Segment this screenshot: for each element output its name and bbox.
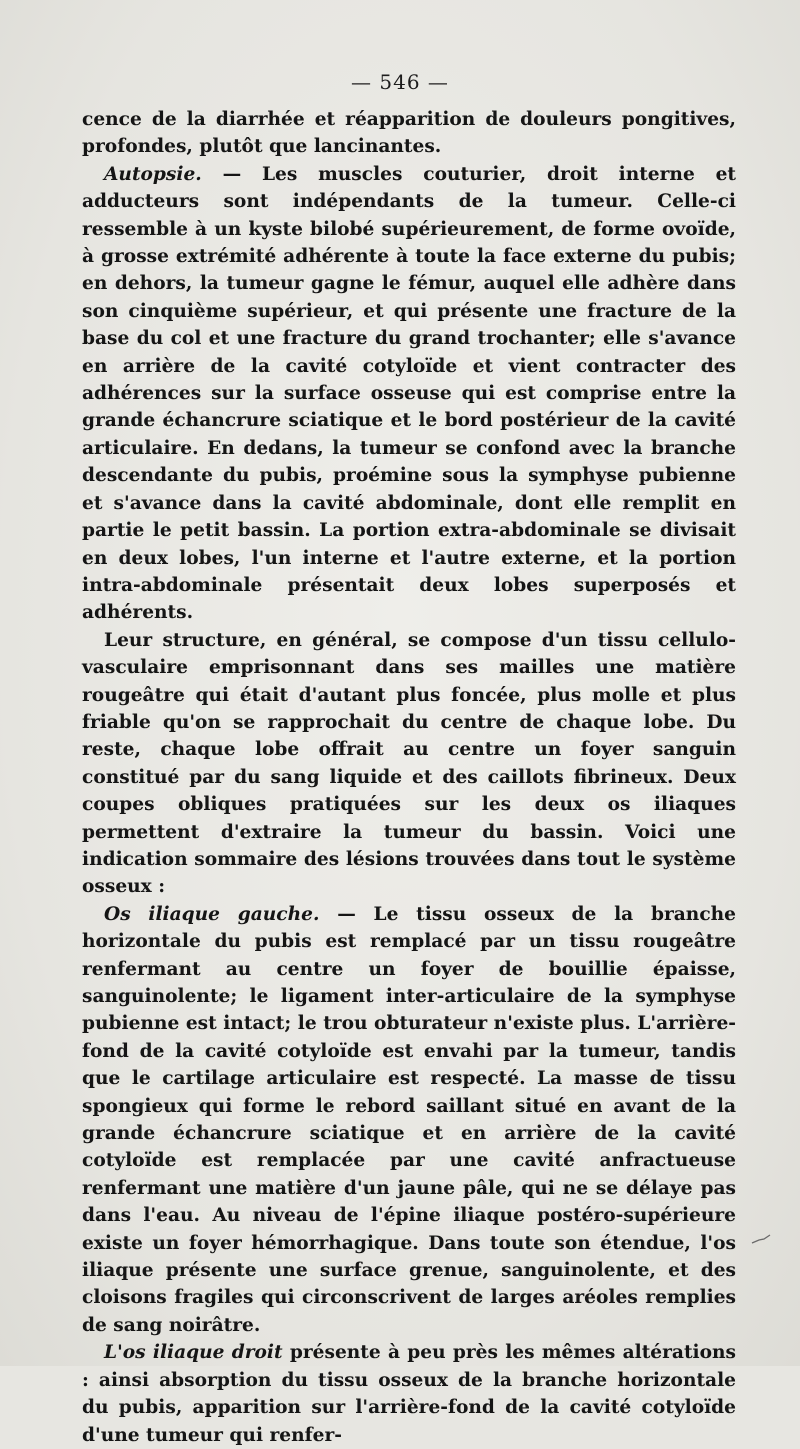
speck-icon: [750, 1232, 772, 1246]
paragraph-os-iliaque-droit: [82, 1339, 736, 1449]
paragraph-heading: L'os iliaque droit: [104, 1342, 283, 1364]
paragraph-text: — Les muscles couturier, droit interne et adducteurs sont indépendants de la tumeur. Celle-ci ressemble à un kyste bilobé supérieurement, de forme ovoïde, à grosse extrémité adhérente à toute la face externe du pubis; en dehors, la tumeur gagne le fémur, auquel elle adhère dans son cinquième supérieur, et qui présente une fracture de la base du col et une fracture du grand trochanter; elle s'avance en arrière de la cavité cotyloïde et vient contracter des adhérences sur la surface osseuse qui est comprise entre la grande échancrure sciatique et le bord postérieur de la cavité articulaire. En dedans, la tumeur se confond avec la branche descendante du pubis, proémine sous la symphyse pubienne et s'avance dans la cavité abdominale, dont elle remplit en partie le petit bassin. La portion extra-abdominale se divisait en deux lobes, l'un interne et l'autre externe, et la portion intra-abdominale présentait deux lobes superposés et adhérents.: [82, 163, 736, 624]
paragraph-structure: [82, 627, 736, 901]
paragraph-text: cence de la diarrhée et réapparition de douleurs pongitives, profondes, plutôt que lancinantes.: [82, 109, 736, 158]
paragraph-text: Leur structure, en général, se compose d'un tissu cellulo-vasculaire emprisonnant dans ses mailles une matière rougeâtre qui était d'autant plus foncée, plus molle et plus friable qu'on se rapprochait du centre de chaque lobe. Du reste, chaque lobe offrait au centre un foyer sanguin constitué par du sang liquide et des caillots fibrineux. Deux coupes obliques pratiquées sur les deux os iliaques permettent d'extraire la tumeur du bassin. Voici une indication sommaire des lésions trouvées dans tout le système osseux :: [82, 629, 736, 898]
paragraph-text: — Le tissu osseux de la branche horizontale du pubis est remplacé par un tissu rougeâtre renfermant au centre un foyer de bouillie épaisse, sanguinolente; le ligament inter-articulaire de la symphyse pubienne est intact; le trou obturateur n'existe plus. L'arrière-fond de la cavité cotyloïde est envahi par la tumeur, tandis que le cartilage articulaire est respecté. La masse de tissu spongieux qui forme le rebord saillant situé en avant de la grande échancrure sciatique et en arrière de la cavité cotyloïde est remplacée par une cavité anfractueuse renfermant une matière d'un jaune pâle, qui ne se délaye pas dans l'eau. Au niveau de l'épine iliaque postéro-supérieure existe un foyer hémorrhagique. Dans toute son étendue, l'os iliaque présente une surface grenue, sanguinolente, et des cloisons fragiles qui circonscrivent de larges aréoles remplies de sang noirâtre.: [82, 903, 736, 1336]
paragraph-autopsie: [82, 161, 736, 627]
paragraph-text: présente à peu près les mêmes altérations : ainsi absorption du tissu osseux de la branche horizontale du pubis, apparition sur l'arrière-fond de la cavité cotyloïde d'une tumeur qui renfer-: [82, 1342, 736, 1446]
paragraph-heading: Os iliaque gauche.: [104, 903, 320, 925]
paragraph-heading: Autopsie.: [104, 163, 202, 185]
page-number: — 546 —: [351, 70, 449, 94]
paragraph-os-iliaque-gauche: [82, 901, 736, 1340]
paragraph-continuation: [82, 106, 736, 161]
paper-speck-mark: [750, 1232, 772, 1246]
body-text: [82, 106, 736, 1449]
